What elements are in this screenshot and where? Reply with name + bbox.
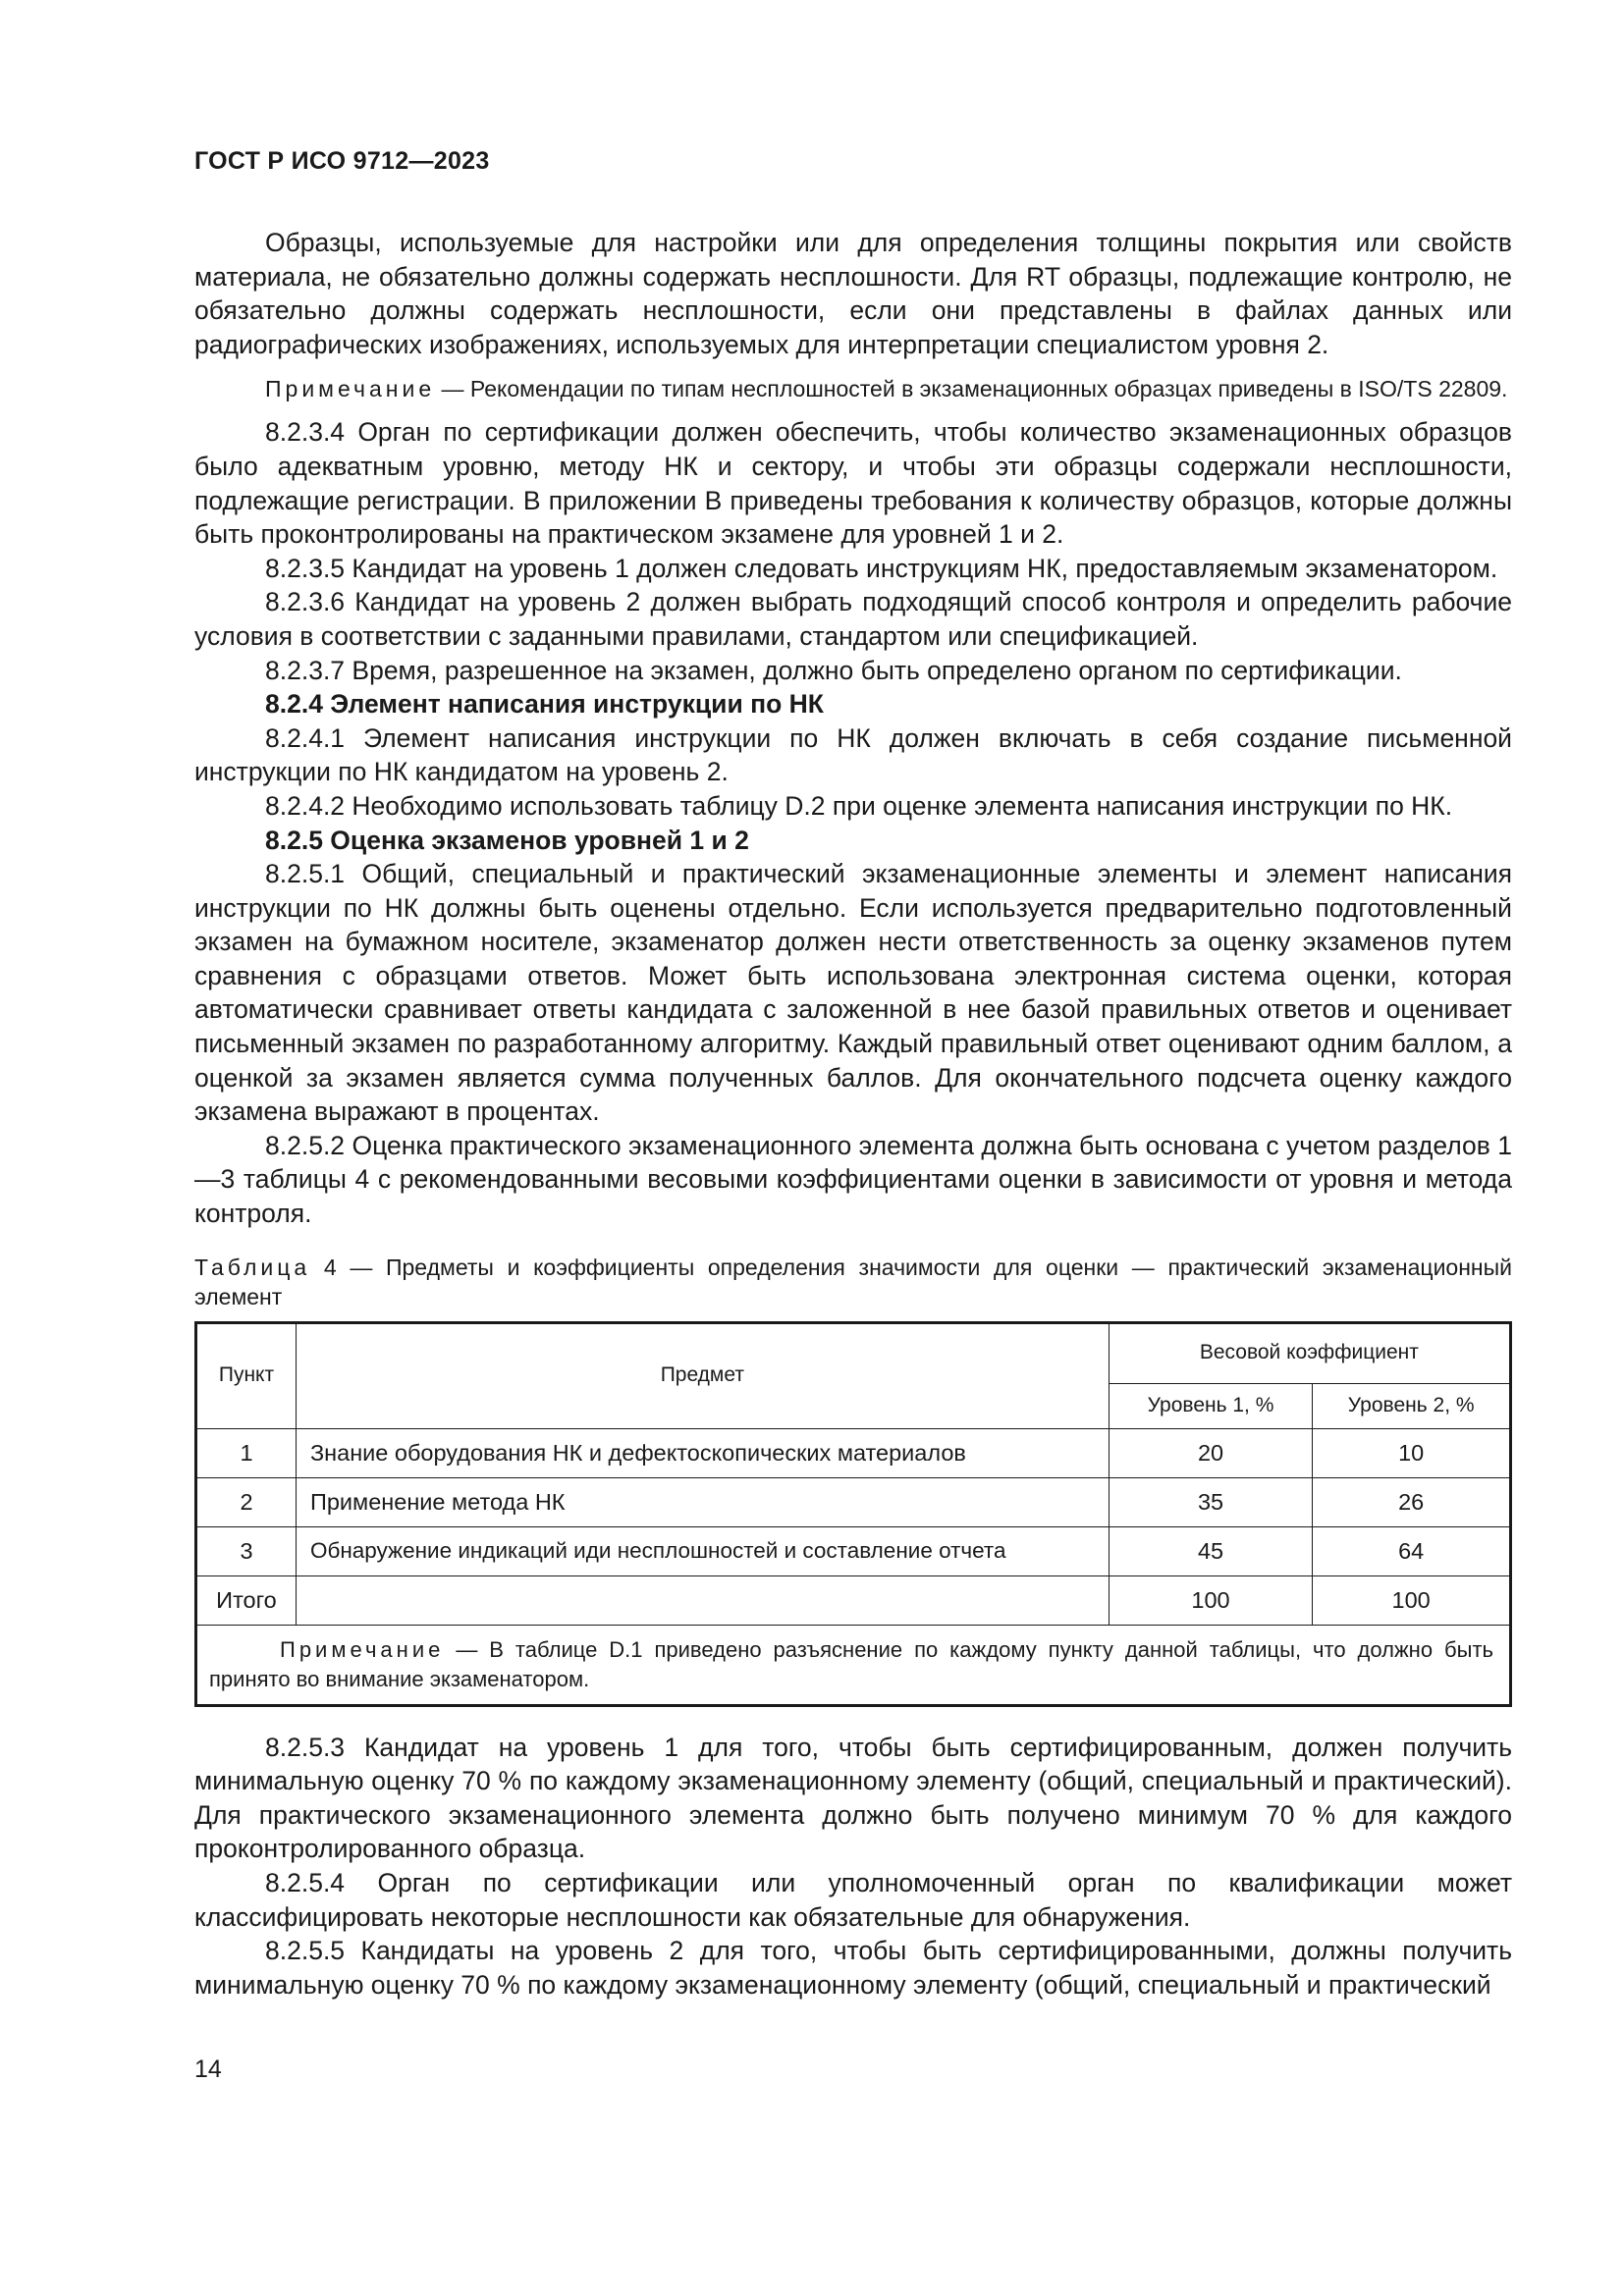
table-row (196, 1477, 1511, 1526)
paragraph-8-2-5-3: 8.2.5.3 Кандидат на уровень 1 для того, чтобы быть сертифицированным, должен получить минимальную оценку 70 % по каждому экзаменационному элементу (общий, специальный и практический). Для практического экзаменационного элемента должно быть получено минимум 70 % для каждого проконтролированного образца. (194, 1732, 1512, 1864)
page-number: 14 (194, 2056, 222, 2083)
header-point: Пункт (196, 1322, 297, 1428)
paragraph-8-2-4-1: 8.2.4.1 Элемент написания инструкции по НК должен включать в себя создание письменной инструкции по НК кандидатом на уровень 2. (194, 722, 1512, 787)
paragraph-8-2-5-5: 8.2.5.5 Кандидаты на уровень 2 для того, чтобы быть сертифицированными, должны получить минимальную оценку 70 % по каждому экзаменационному элементу (общий, специальный и практический (194, 1936, 1512, 2000)
paragraph-8-2-5-2: 8.2.5.2 Оценка практического экзаменационного элемента должна быть основана с учетом разделов 1—3 таблицы 4 с рекомендованными весовыми коэффициентами оценки в зависимости от уровня и метода контроля. (194, 1130, 1512, 1229)
cell-level-2: 64 (1313, 1526, 1511, 1575)
document-body (194, 226, 1512, 2002)
section-heading-8-2-4: 8.2.4 Элемент написания инструкции по НК (265, 689, 824, 720)
paragraph-8-2-3-6: 8.2.3.6 Кандидат на уровень 2 должен выбрать подходящий способ контроля и определить рабочие условия в соответствии с заданными правилами, стандартом или спецификацией. (194, 587, 1512, 651)
cell-subject: Применение метода НК (296, 1477, 1109, 1526)
header-subject: Предмет (296, 1322, 1109, 1428)
cell-subject: Обнаружение индикаций иди несплошностей и составление отчета (296, 1526, 1109, 1575)
document-header: ГОСТ Р ИСО 9712—2023 (194, 147, 490, 175)
paragraph-8-2-4-2: 8.2.4.2 Необходимо использовать таблицу D.2 при оценке элемента написания инструкции по НК. (265, 790, 1453, 821)
cell-total-level-2: 100 (1313, 1575, 1511, 1625)
table-4 (194, 1321, 1512, 1707)
cell-point: 1 (196, 1428, 297, 1477)
note-label: Примечание (265, 376, 436, 402)
header-weight: Весовой коэффициент (1109, 1322, 1510, 1383)
paragraph-8-2-3-7: 8.2.3.7 Время, разрешенное на экзамен, должно быть определено органом по сертификации. (265, 655, 1402, 685)
paragraph-8-2-3-5: 8.2.3.5 Кандидат на уровень 1 должен следовать инструкциям НК, предоставляемым экзаменатором. (265, 553, 1498, 583)
cell-level-2: 26 (1313, 1477, 1511, 1526)
header-level-1: Уровень 1, % (1109, 1383, 1313, 1428)
cell-empty (296, 1575, 1109, 1625)
cell-level-1: 35 (1109, 1477, 1313, 1526)
cell-subject: Знание оборудования НК и дефектоскопических материалов (296, 1428, 1109, 1477)
table-note-text: — В таблице D.1 приведено разъяснение по каждому пункту данной таблицы, что должно быть принято во внимание экзаменатором. (209, 1636, 1493, 1691)
table-note-label: Примечание (280, 1636, 445, 1662)
table-total-row (196, 1575, 1511, 1625)
cell-level-1: 20 (1109, 1428, 1313, 1477)
cell-level-2: 10 (1313, 1428, 1511, 1477)
note (194, 374, 1512, 403)
paragraph-8-2-5-4: 8.2.5.4 Орган по сертификации или уполномоченный орган по квалификации может классифицировать некоторые несплошности как обязательные для обнаружения. (194, 1868, 1512, 1932)
paragraph-8-2-5-1: 8.2.5.1 Общий, специальный и практический экзаменационные элементы и элемент написания инструкции по НК должны быть оценены отдельно. Если используется предварительно подготовленный экзамен на бумажном носителе, экзаменатор должен нести ответственность за оценку экзаменов путем сравнения с образцами ответов. Может быть использована электронная система оценки, которая автоматически сравнивает ответы кандидата с заложенной в нее базой правильных ответов и оценивает письменный экзамен по разработанному алгоритму. Каждый правильный ответ оценивают одним баллом, а оценкой за экзамен является сумма полученных баллов. Для окончательного подсчета оценку каждого экзамена выражают в процентах. (194, 859, 1512, 1127)
table-caption-text: 4 — Предметы и коэффициенты определения значимости для оценки — практический экзаменационный элемент (194, 1254, 1512, 1309)
table-caption (194, 1253, 1512, 1311)
table-row (196, 1526, 1511, 1575)
table-caption-label: Таблица (194, 1254, 311, 1280)
table-row (196, 1428, 1511, 1477)
cell-point: 2 (196, 1477, 297, 1526)
header-level-2: Уровень 2, % (1313, 1383, 1511, 1428)
cell-level-1: 45 (1109, 1526, 1313, 1575)
cell-total-level-1: 100 (1109, 1575, 1313, 1625)
cell-point: 3 (196, 1526, 297, 1575)
table-note (196, 1625, 1511, 1705)
note-text: — Рекомендации по типам несплошностей в экзаменационных образцах приведены в ISO/TS 22809. (435, 376, 1508, 402)
paragraph-8-2-3-4: 8.2.3.4 Орган по сертификации должен обеспечить, чтобы количество экзаменационных образцов было адекватным уровню, методу НК и сектору, и чтобы эти образцы содержали несплошности, подлежащие регистрации. В приложении В приведены требования к количеству образцов, которые должны быть проконтролированы на практическом экзамене для уровней 1 и 2. (194, 417, 1512, 550)
cell-total-label: Итого (196, 1575, 297, 1625)
paragraph: Образцы, используемые для настройки или для определения толщины покрытия или свойств материала, не обязательно должны содержать несплошности. Для RT образцы, подлежащие контролю, не обязательно должны содержать несплошности, если они представлены в файлах данных или радиографических изображениях, используемых для интерпретации специалистом уровня 2. (194, 228, 1512, 359)
section-heading-8-2-5: 8.2.5 Оценка экзаменов уровней 1 и 2 (265, 825, 749, 855)
